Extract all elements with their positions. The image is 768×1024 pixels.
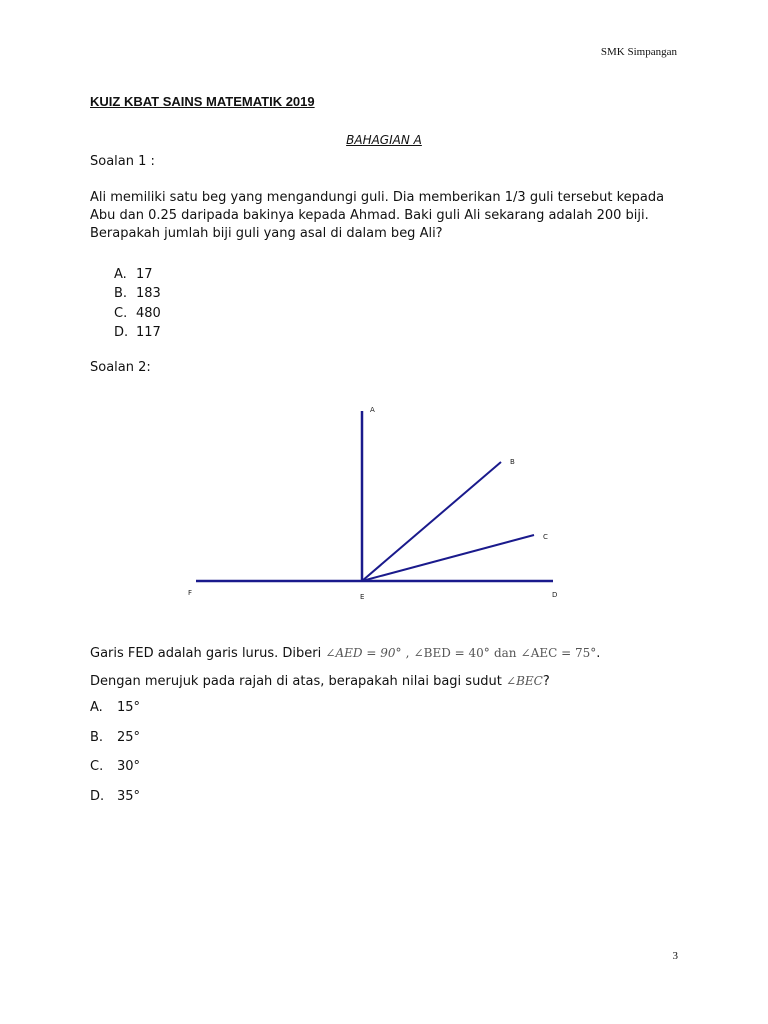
question-1-body: Ali memiliki satu beg yang mengandungi guli. Dia memberikan 1/3 guli tersebut kepada Abu dan 0.25 daripada bakinya kepada Ahmad. Baki guli Ali sekarang adalah 200 biji. Berapakah jumlah biji guli yang asal di dalam beg Ali?: [90, 190, 665, 241]
q2-option-c: [90, 759, 140, 789]
option-value: 17: [136, 267, 153, 282]
option-value: 30°: [117, 759, 141, 774]
option-letter: A.: [90, 700, 103, 715]
question-mark: ?: [542, 674, 550, 689]
angle-aed: ∠AED = 90°: [325, 646, 402, 660]
angle-aec: ∠AEC = 75°: [520, 646, 597, 660]
period: .: [596, 646, 601, 661]
q2-option-d: [90, 789, 140, 819]
option-letter: A.: [114, 267, 127, 282]
option-letter: C.: [114, 305, 128, 321]
school-header: SMK Simpangan: [600, 46, 677, 58]
ask-text: Dengan merujuk pada rajah di atas, berapakah nilai bagi sudut: [90, 674, 502, 689]
label-d: D: [552, 591, 558, 599]
option-value: 117: [136, 324, 161, 340]
separator-dan: dan: [493, 646, 517, 660]
question-2-given: [90, 644, 600, 663]
option-value: 183: [136, 286, 161, 302]
angle-diagram: [180, 398, 580, 608]
option-value: 25°: [117, 729, 141, 745]
q1-option-a: [114, 265, 161, 284]
angle-bed: ∠BED = 40°: [413, 646, 490, 660]
question-2-options: [90, 700, 140, 818]
q1-option-b: [114, 284, 161, 303]
q1-option-c: [114, 304, 161, 323]
option-letter: B.: [90, 729, 104, 745]
option-letter: B.: [114, 286, 128, 302]
question-2-label: Soalan 2:: [90, 360, 151, 375]
label-b: B: [510, 458, 515, 466]
angle-bec: ∠BEC: [506, 674, 543, 688]
option-value: 15°: [117, 700, 141, 715]
label-e: E: [360, 593, 365, 601]
option-letter: C.: [90, 759, 104, 774]
page-number: 3: [672, 950, 678, 962]
q2-option-a: [90, 700, 140, 730]
question-2-ask: [90, 672, 550, 691]
q2-option-b: [90, 730, 140, 760]
option-value: 480: [136, 305, 161, 321]
option-letter: D.: [114, 324, 129, 340]
label-f: F: [188, 589, 193, 597]
question-1-options: [114, 265, 161, 342]
label-c: C: [543, 533, 548, 541]
option-value: 35°: [117, 788, 141, 804]
section-heading: BAHAGIAN A: [346, 133, 422, 147]
quiz-title: KUIZ KBAT SAINS MATEMATIK 2019: [90, 94, 315, 109]
given-text: Garis FED adalah garis lurus. Diberi: [90, 646, 322, 661]
question-1-label: Soalan 1 :: [90, 154, 155, 169]
separator: ,: [405, 646, 410, 660]
label-a: A: [370, 406, 375, 414]
option-letter: D.: [90, 788, 105, 804]
q1-option-d: [114, 323, 161, 342]
